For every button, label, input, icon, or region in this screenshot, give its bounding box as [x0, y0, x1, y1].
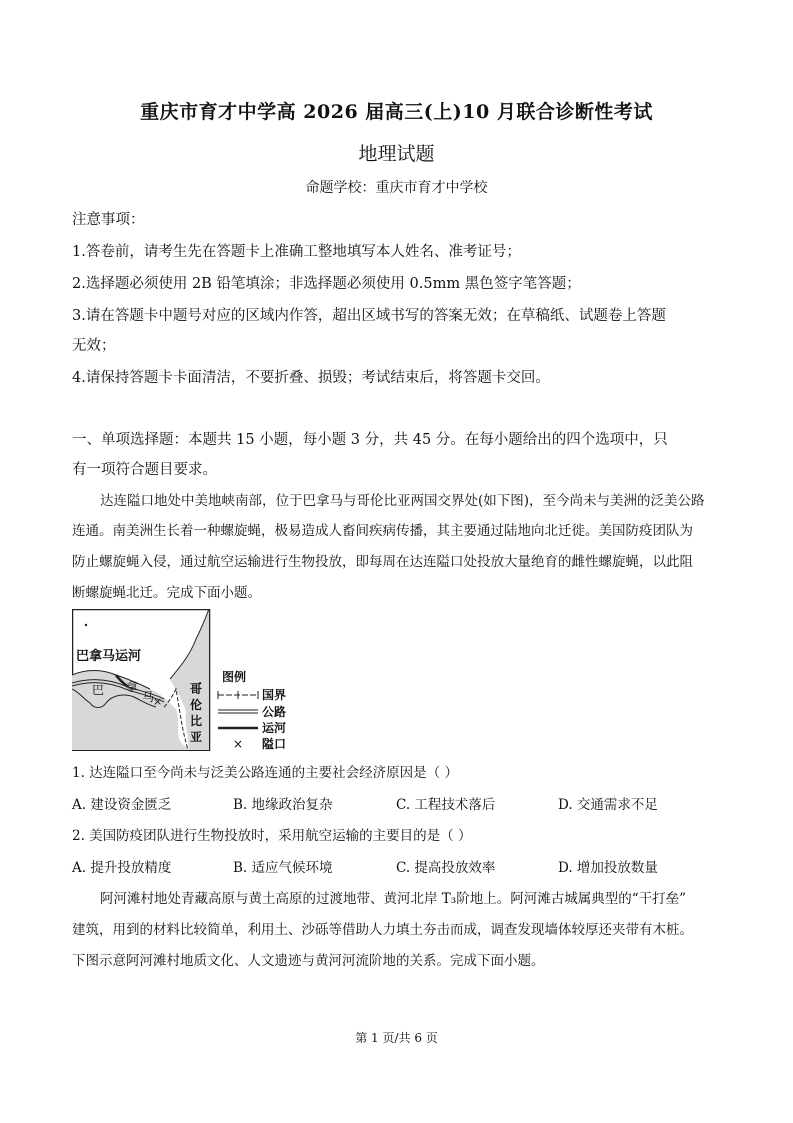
- page-title: 重庆市育才中学高 2026 届高三(上)10 月联合诊断性考试: [140, 101, 653, 123]
- map-label-canal: 巴拿马运河: [76, 649, 142, 664]
- legend-gap-icon: ×: [233, 737, 244, 751]
- legend-gap-label: 隘口: [262, 737, 287, 751]
- q2-option-a: A. 提升投放精度: [72, 860, 172, 876]
- map-label-colombia-1: 哥: [190, 682, 203, 696]
- passage1-line-2: 连通。南美洲生长着一种螺旋蝇，极易造成人畜间疾病传播，其主要通过陆地向北迁徙。美国防疫团队为: [72, 523, 693, 539]
- legend-border-label: 国界: [262, 688, 287, 702]
- map-label-colombia-4: 亚: [190, 730, 203, 744]
- map-label-ma: 马: [142, 690, 155, 704]
- q2-option-b: B. 适应气候环境: [233, 860, 333, 876]
- section-heading-cont: 有一项符合题目要求。: [72, 462, 217, 478]
- passage2-line-2: 建筑，用到的材料比较简单，利用土、沙砾等借助人力填土夯击而成，调查发现墙体较厚还夹带有木桩。: [72, 922, 693, 938]
- page-footer: 第 1 页/共 6 页: [355, 1031, 438, 1045]
- legend-highway-symbol: [218, 710, 258, 713]
- legend-highway-label: 公路: [262, 705, 287, 719]
- page-subtitle: 地理试题: [358, 143, 435, 165]
- legend-canal-label: 运河: [262, 721, 287, 735]
- q1-option-b: B. 地缘政治复杂: [233, 797, 333, 813]
- darien-gap-map: [72, 609, 300, 751]
- map-label-ba: 巴: [92, 683, 105, 697]
- section-heading: 一、单项选择题：本题共 15 小题，每小题 3 分，共 45 分。在每小题给出的四个选项中，只: [72, 432, 668, 448]
- map-label-colombia-2: 伦: [190, 698, 203, 712]
- passage2-line-3: 下图示意阿河滩村地质文化、人文遗迹与黄河河流阶地的关系。完成下面小题。: [72, 953, 545, 969]
- passage1-line-1: 达连隘口地处中美地峡南部，位于巴拿马与哥伦比亚两国交界处(如下图)，至今尚未与美洲的泛美公路: [100, 493, 705, 509]
- map-label-na: 拿: [126, 680, 139, 694]
- question-2-stem: 2. 美国防疫团队进行生物投放时，采用航空运输的主要目的是（ ）: [72, 828, 472, 844]
- q1-option-c: C. 工程技术落后: [396, 797, 496, 813]
- q1-option-d: D. 交通需求不足: [558, 797, 658, 813]
- notes-heading: 注意事项：: [72, 212, 145, 228]
- q1-option-a: A. 建设资金匮乏: [72, 797, 172, 813]
- map-label-colombia-3: 比: [190, 714, 203, 728]
- question-1-stem: 1. 达连隘口至今尚未与泛美公路连通的主要社会经济原因是（ ）: [72, 765, 458, 781]
- q2-option-d: D. 增加投放数量: [558, 860, 658, 876]
- note-item-3-cont: 无效；: [72, 338, 116, 354]
- passage1-line-3: 防止螺旋蝇入侵，通过航空运输进行生物投放，即每周在达连隘口处投放大量绝育的雌性螺旋蝇，以此阻: [72, 554, 693, 570]
- passage2-line-1: 阿河滩村地处青藏高原与黄土高原的过渡地带、黄河北岸 T₃阶地上。阿河滩古城属典型的“干打垒”: [100, 891, 687, 907]
- note-item-2: 2.选择题必须使用 2B 铅笔填涂；非选择题必须使用 0.5mm 黑色签字笔答题；: [72, 276, 581, 292]
- note-item-3: 3.请在答题卡中题号对应的区域内作答，超出区域书写的答案无效；在草稿纸、试题卷上答题: [72, 308, 666, 324]
- q2-option-c: C. 提高投放效率: [396, 860, 496, 876]
- darien-gap-marker-icon: ×: [153, 695, 163, 708]
- note-item-4: 4.请保持答题卡卡面清洁，不要折叠、损毁；考试结束后，将答题卡交回。: [72, 370, 550, 386]
- school-line: 命题学校：重庆市育才中学校: [305, 180, 488, 196]
- note-item-1: 1.答卷前，请考生先在答题卡上准确工整地填写本人姓名、准考证号；: [72, 244, 521, 260]
- legend-border-symbol: [218, 691, 258, 699]
- passage1-line-4: 断螺旋蝇北迁。完成下面小题。: [72, 585, 261, 601]
- legend-title: 图例: [222, 670, 247, 684]
